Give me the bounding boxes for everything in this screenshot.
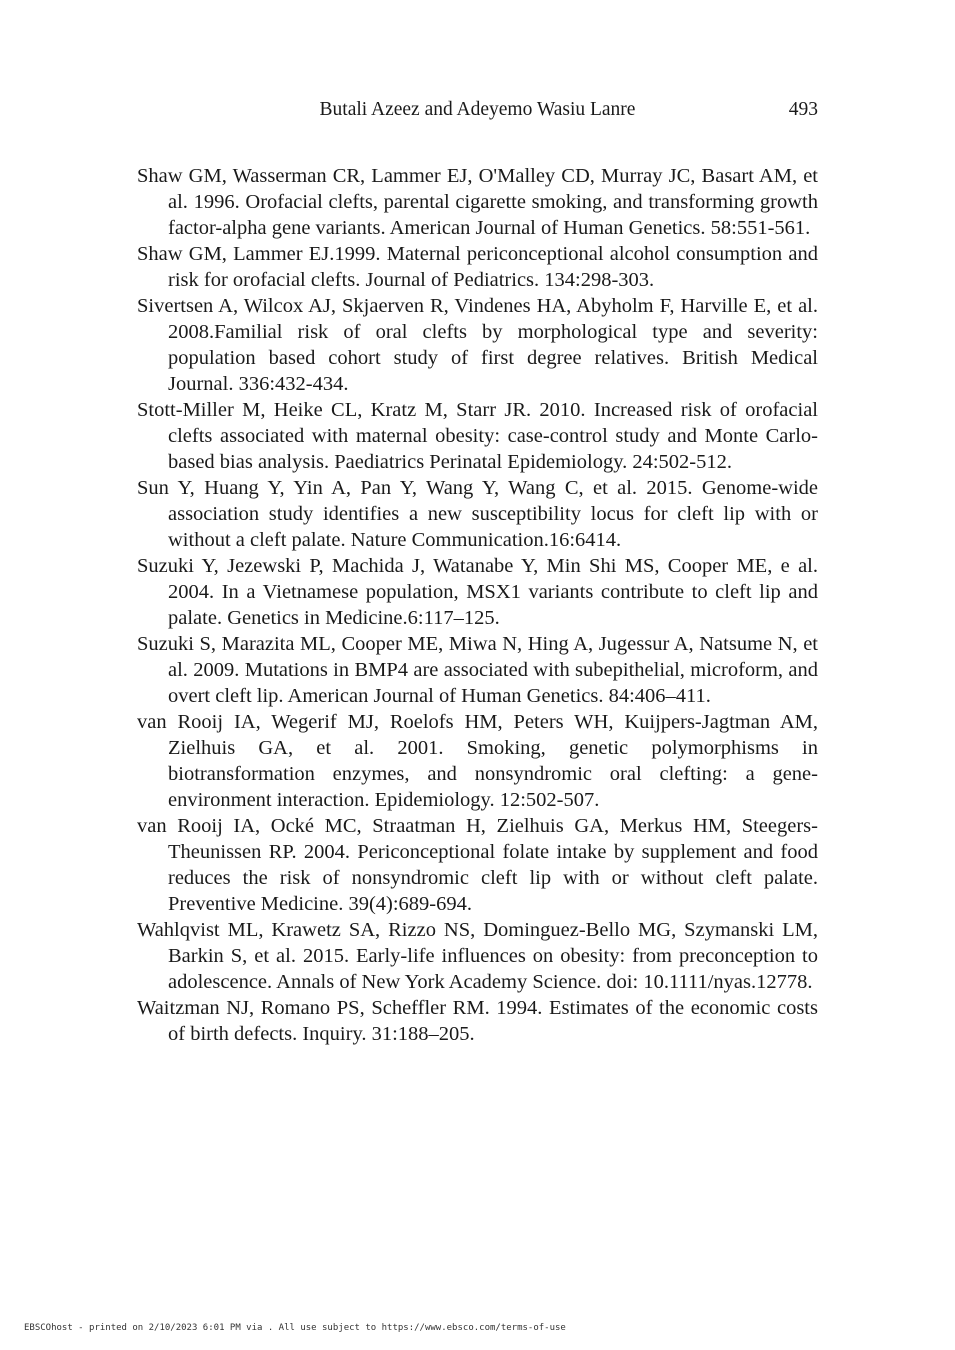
reference-item: Shaw GM, Wasserman CR, Lammer EJ, O'Malley CD, Murray JC, Basart AM, et al. 1996. Orofacial clefts, parental cigarette smoking, and transforming growth factor-alpha gene variants. American Journal of Human Genetics. 58:551-561.: [137, 165, 818, 239]
running-header: [137, 96, 818, 124]
reference-item: Wahlqvist ML, Krawetz SA, Rizzo NS, Dominguez-Bello MG, Szymanski LM, Barkin S, et al. 2015. Early-life influences on obesity: from preconception to adolescence. Annals of New York Academy Science. doi: 10.1111/nyas.12778.: [137, 919, 818, 993]
print-footer-note: EBSCOhost - printed on 2/10/2023 6:01 PM via . All use subject to https://www.ebsco.com/terms-of-use: [24, 1323, 566, 1333]
reference-item: Sivertsen A, Wilcox AJ, Skjaerven R, Vindenes HA, Abyholm F, Harville E, et al. 2008.Familial risk of oral clefts by morphological type and severity: population based cohort study of first degree relatives. British Medical Journal. 336:432-434.: [137, 295, 818, 395]
reference-item: Sun Y, Huang Y, Yin A, Pan Y, Wang Y, Wang C, et al. 2015. Genome-wide association study identifies a new susceptibility locus for cleft lip with or without a cleft palate. Nature Communication.16:6414.: [137, 477, 818, 551]
page-number: 493: [788, 99, 818, 120]
reference-item: Suzuki Y, Jezewski P, Machida J, Watanabe Y, Min Shi MS, Cooper ME, e al. 2004. In a Vietnamese population, MSX1 variants contribute to cleft lip and palate. Genetics in Medicine.6:117–125.: [137, 555, 818, 629]
running-header-authors: Butali Azeez and Adeyemo Wasiu Lanre: [319, 99, 636, 120]
reference-item: Shaw GM, Lammer EJ.1999. Maternal periconceptional alcohol consumption and risk for orofacial clefts. Journal of Pediatrics. 134:298-303.: [137, 243, 818, 291]
reference-item: van Rooij IA, Wegerif MJ, Roelofs HM, Peters WH, Kuijpers-Jagtman AM, Zielhuis GA, et al. 2001. Smoking, genetic polymorphisms in biotransformation enzymes, and nonsyndromic oral clefting: a gene-environment interaction. Epidemiology. 12:502-507.: [137, 711, 818, 811]
reference-item: van Rooij IA, Ocké MC, Straatman H, Zielhuis GA, Merkus HM, Steegers-Theunissen RP. 2004. Periconceptional folate intake by supplement and food reduces the risk of nonsyndromic cleft lip with or without cleft palate. Preventive Medicine. 39(4):689-694.: [137, 815, 818, 915]
reference-item: Suzuki S, Marazita ML, Cooper ME, Miwa N, Hing A, Jugessur A, Natsume N, et al. 2009. Mutations in BMP4 are associated with subepithelial, microform, and overt cleft lip. American Journal of Human Genetics. 84:406–411.: [137, 633, 818, 707]
reference-item: Stott-Miller M, Heike CL, Kratz M, Starr JR. 2010. Increased risk of orofacial clefts associated with maternal obesity: case-control study and Monte Carlo-based bias analysis. Paediatrics Perinatal Epidemiology. 24:502-512.: [137, 399, 818, 473]
reference-list: [137, 163, 818, 1047]
reference-item: Waitzman NJ, Romano PS, Scheffler RM. 1994. Estimates of the economic costs of birth defects. Inquiry. 31:188–205.: [137, 997, 818, 1045]
